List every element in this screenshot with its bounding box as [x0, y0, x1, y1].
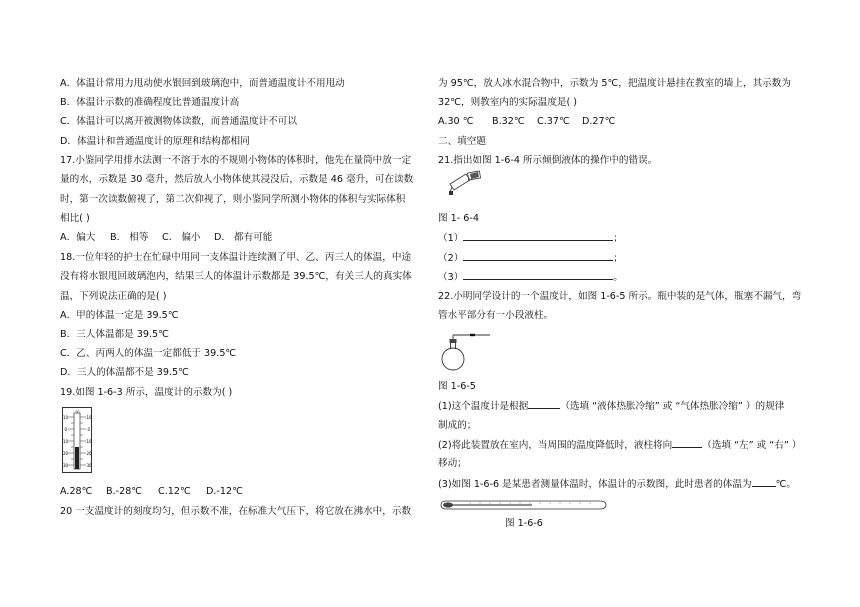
q18-option-d: D．三人的体温都不是 39.5℃	[60, 367, 189, 378]
q19-tick-5: 30	[63, 463, 69, 468]
q19-tick-r5: 30	[86, 463, 92, 468]
q19-tick-r1: 10	[86, 415, 92, 420]
q22-sub3-answer[interactable]	[752, 477, 776, 487]
q16-option-c: C．体温计可以离开被测物体读数，而普通温度计不可以	[60, 116, 297, 127]
section-title: 二、填空题	[438, 136, 486, 147]
q18-option-a: A．甲的体温一定是 39.5℃	[60, 310, 179, 321]
q21-answer-line-1[interactable]	[463, 231, 613, 241]
flask-thermometer-figure-1-6-5	[440, 329, 492, 373]
q17-line-1: 17.小鉴同学用排水法测一不溶于水的不规则小物体的体积时，他先在量筒中放一定	[60, 155, 412, 166]
q19-tick-1: 10	[63, 415, 69, 420]
q21-blank-3-label: （3）	[438, 272, 464, 283]
q17-line-3: 时，第一次读数俯视了，第二次仰视了，则小鉴同学所测小物体的体积与实际体积	[60, 194, 406, 205]
q17-options	[60, 231, 272, 244]
q21-blank-3	[438, 270, 623, 284]
q18-line-2: 没有将水银甩回玻璃泡内，结果三人的体温计示数都是 39.5℃，有关三人的真实体	[60, 271, 412, 282]
q20-option-b: B.32℃	[492, 116, 525, 127]
q20-options	[438, 115, 615, 128]
q22-caption: 图 1-6-5	[438, 381, 476, 392]
q20-line-3: 32℃，则教室内的实际温度是( )	[438, 97, 578, 108]
q22-line-2: 管水平部分有一小段液柱。	[438, 310, 554, 321]
q22-sub3-text-a: (3)如图 1-6-6 是某患者测量体温时，体温计的示数图，此时患者的体温为	[438, 479, 752, 490]
q19-tick-r3: 10	[86, 439, 92, 444]
q19-stem: 19.如图 1-6-3 所示，温度计的示数为( )	[60, 387, 233, 398]
q19-tick-3: 10	[63, 439, 69, 444]
q22-sub1-text-a: (1)这个温度计是根据	[438, 401, 529, 412]
q20-line-2: 为 95℃，放人冰水混合物中，示数为 5℃，把温度计悬挂在教室的墙上，其示数为	[438, 78, 791, 89]
q16-option-d: D．体温计和普通温度计的原理和结构都相同	[60, 136, 250, 147]
q20-option-c: C.37℃	[537, 116, 570, 127]
clinical-thermometer-figure-1-6-6	[440, 498, 608, 512]
q22-sub1-text-b: （选填 “液体热胀冷缩” 或 “气体热胀冷缩” ）的规律	[560, 401, 785, 412]
q17-option-a: A．偏大	[60, 232, 96, 243]
q18-option-c: C．乙、丙两人的体温一定都低于 39.5℃	[60, 348, 237, 359]
q16-option-b: B．体温计示数的准确程度比普通温度计高	[60, 97, 240, 108]
thermometer-figure-1-6-3	[62, 407, 92, 473]
q22-sub2-text-b: （选填 “左” 或 “右” ）	[702, 440, 802, 451]
q20-option-d: D.27℃	[582, 116, 616, 127]
q19-tick-r4: 20	[86, 451, 92, 456]
pouring-liquid-figure-1-6-4	[446, 170, 486, 196]
q19-tick-4: 20	[63, 451, 69, 456]
q19-option-c: C.12℃	[158, 486, 191, 497]
q22-sub2	[438, 438, 802, 452]
q20-line-1: 20 一支温度计的刻度均匀，但示数不准，在标准大气压下，将它放在沸水中，示数	[60, 506, 412, 517]
q21-stem: 21.指出如图 1-6-4 所示倾倒液体的操作中的错误。	[438, 155, 658, 166]
q17-line-2: 量的水，示数是 30 毫升，然后放人小物体使其浸没后，示数是 46 毫升，可在读数	[60, 174, 414, 185]
q18-option-b: B．三人体温都是 39.5℃	[60, 329, 169, 340]
q22-sub3-text-b: ℃。	[775, 479, 796, 490]
q21-caption: 图 1- 6-4	[438, 213, 479, 224]
q21-blank-1	[438, 231, 623, 245]
q21-answer-line-3[interactable]	[463, 270, 613, 280]
q21-blank-3-end: 。	[613, 272, 623, 283]
q21-blank-1-label: （1）	[438, 233, 464, 244]
q18-line-1: 18.一位年轻的护士在忙碌中用同一支体温计连续测了甲、乙、丙三人的体温，中途	[60, 252, 412, 263]
q22-line-1: 22.小明同学设计的一个温度计，如图 1-6-5 所示。瓶中装的是气体，瓶塞不漏气，弯	[438, 291, 802, 302]
q20-option-a: A.30 ℃	[438, 116, 474, 127]
q22-sub1-answer[interactable]	[528, 399, 560, 409]
q22-sub2-answer[interactable]	[672, 438, 702, 448]
q19-tick-r2: 0	[87, 427, 91, 432]
q17-line-4: 相比( )	[60, 213, 90, 224]
q22-sub2-text-a: (2)将此装置放在室内，当周围的温度降低时，液柱将向	[438, 440, 673, 451]
q22-caption-2: 图 1-6-6	[505, 518, 543, 529]
q22-sub3	[438, 477, 796, 491]
q22-sub1-cont: 制成的；	[438, 420, 477, 431]
q16-option-a: A．体温计常用力甩动使水银回到玻璃泡中，而普通温度计不用甩动	[60, 78, 345, 89]
q18-line-3: 温，下列说法正确的是( )	[60, 291, 167, 302]
q19-option-a: A.28℃	[60, 486, 93, 497]
q19-tick-2: 0	[64, 427, 68, 432]
q19-option-b: B.-28℃	[106, 486, 143, 497]
q17-option-d: D． 都有可能	[214, 232, 273, 243]
q21-blank-2	[438, 251, 623, 265]
q22-sub2-cont: 移动；	[438, 458, 467, 469]
q21-blank-2-label: （2）	[438, 253, 464, 264]
q17-option-b: B． 相等	[110, 232, 149, 243]
q19-options	[60, 485, 243, 498]
q21-answer-line-2[interactable]	[463, 251, 613, 261]
q21-blank-2-end: ；	[613, 253, 623, 264]
q22-sub1	[438, 399, 784, 413]
q17-option-c: C． 偏小	[162, 232, 201, 243]
q19-option-d: D.-12℃	[206, 486, 243, 497]
q21-blank-1-end: ；	[613, 233, 623, 244]
